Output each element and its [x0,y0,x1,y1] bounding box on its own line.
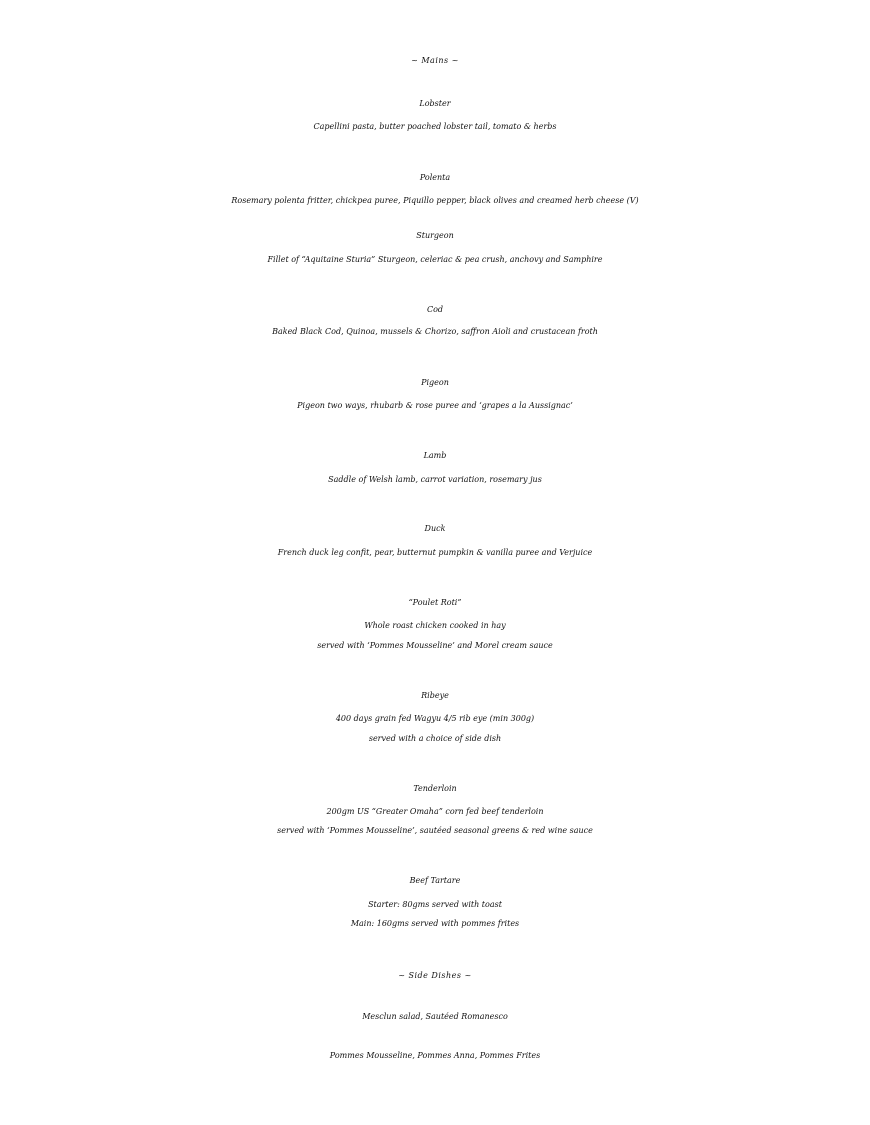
dish-desc-poulet-roti-2: served with ‘Pommes Mousseline’ and Morel cream sauce [317,641,553,650]
dish-desc-cod: Baked Black Cod, Quinoa, mussels & Chorizo, saffron Aioli and crustacean froth [272,327,598,336]
side-dishes-line-1: Mesclun salad, Sautéed Romanesco [362,1012,508,1021]
dish-desc-lobster: Capellini pasta, butter poached lobster tail, tomato & herbs [313,122,557,131]
dish-desc-ribeye-2: served with a choice of side dish [368,734,502,743]
sides-title: ~ Side Dishes ~ [398,971,472,980]
dish-name-sturgeon: Sturgeon [416,231,454,240]
dish-desc-lamb: Saddle of Welsh lamb, carrot variation, rosemary jus [328,475,542,484]
dish-desc-tenderloin-1: 200gm US “Greater Omaha” corn fed beef tenderloin [326,807,544,816]
dish-desc-poulet-roti-1: Whole roast chicken cooked in hay [364,621,506,630]
dish-name-beef-tartare: Beef Tartare [409,876,461,885]
mains-title: ~ Mains ~ [411,56,459,65]
dish-desc-duck: French duck leg confit, pear, butternut pumpkin & vanilla puree and Verjuice [277,548,593,557]
dish-name-ribeye: Ribeye [421,691,449,700]
dish-name-tenderloin: Tenderloin [413,784,457,793]
dish-desc-beef-tartare-1: Starter: 80gms served with toast [368,900,502,909]
dish-name-lamb: Lamb [423,451,447,460]
dish-desc-polenta: Rosemary polenta fritter, chickpea puree, Piquillo pepper, black olives and creamed herb cheese (V) [231,196,639,205]
dish-desc-beef-tartare-2: Main: 160gms served with pommes frites [350,919,520,928]
dish-name-polenta: Polenta [419,173,451,182]
dish-name-duck: Duck [424,524,446,533]
dish-desc-ribeye-1: 400 days grain fed Wagyu 4/5 rib eye (min 300g) [335,714,535,723]
dish-name-pigeon: Pigeon [421,378,449,387]
dish-desc-pigeon: Pigeon two ways, rhubarb & rose puree and ‘grapes a la Aussignac’ [297,401,573,410]
dish-name-lobster: Lobster [419,99,451,108]
dish-desc-tenderloin-2: served with ‘Pommes Mousseline’, sautéed seasonal greens & red wine sauce [277,826,593,835]
side-dishes-line-2: Pommes Mousseline, Pommes Anna, Pommes Frites [329,1051,541,1060]
dish-name-cod: Cod [426,305,444,314]
dish-name-poulet-roti: “Poulet Roti” [408,598,462,607]
dish-desc-sturgeon: Fillet of “Aquitaine Sturia” Sturgeon, celeriac & pea crush, anchovy and Samphire [267,255,603,264]
